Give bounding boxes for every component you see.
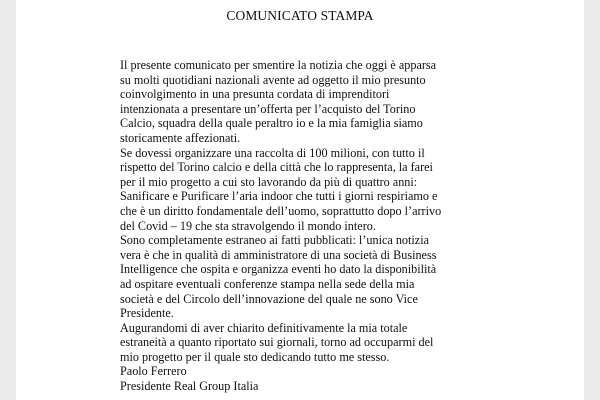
body-line: Sanificare e Purificare l’aria indoor che tutti i giorni respiriamo e — [120, 189, 438, 204]
body-line: Sono completamente estraneo ai fatti pubblicati: l’unica notizia — [120, 233, 429, 248]
body-line: Intelligence che ospita e organizza eventi ho dato la disponibilità — [120, 262, 437, 277]
body-line: ad ospitare eventuali conferenze stampa nella sede della mia — [120, 276, 415, 291]
body-line: per il mio progetto a cui sto lavorando da più di quattro anni: — [120, 174, 418, 189]
body-line: Se dovessi organizzare una raccolta di 100 milioni, con tutto il — [120, 145, 425, 160]
body-line: società e del Circolo dell’innovazione del quale ne sono Vice — [120, 291, 418, 306]
body-line: rispetto del Torino calcio e della città che lo rappresenta, la farei — [120, 160, 433, 175]
body-line: intenzionata a presentare un’offerta per l’acquisto del Torino — [120, 101, 416, 116]
body-line: coinvolgimento in una presunta cordata di imprenditori — [120, 87, 390, 102]
body-line: Calcio, squadra della quale peraltro io e la mia famiglia siamo — [120, 116, 423, 131]
document-title: COMUNICATO STAMPA — [226, 8, 374, 23]
body-line: storicamente affezionati. — [120, 130, 241, 145]
signature-name: Paolo Ferrero — [120, 364, 187, 379]
document-page — [16, 0, 584, 400]
body-line: su molti quotidiani nazionali avente ad oggetto il mio presunto — [120, 72, 426, 87]
signature-role: Presidente Real Group Italia — [120, 379, 259, 394]
body-line: estraneità a quanto riportato sui giornali, torno ad occuparmi del — [120, 335, 434, 350]
body-line: del Covid – 19 che sta stravolgendo il mondo intero. — [120, 218, 376, 233]
body-line: mio progetto per il quale sto dedicando tutto me stesso. — [120, 349, 390, 364]
body-line: Il presente comunicato per smentire la notizia che oggi è apparsa — [120, 58, 437, 72]
body-line: vera è che in qualità di amministratore di una società di Business — [120, 247, 437, 262]
body-line: Augurandomi di aver chiarito definitivamente la mia totale — [120, 320, 408, 335]
body-line: che è un diritto fondamentale dell’uomo, soprattutto dopo l’arrivo — [120, 203, 442, 218]
document-body — [120, 58, 495, 394]
body-line: Presidente. — [120, 306, 174, 321]
